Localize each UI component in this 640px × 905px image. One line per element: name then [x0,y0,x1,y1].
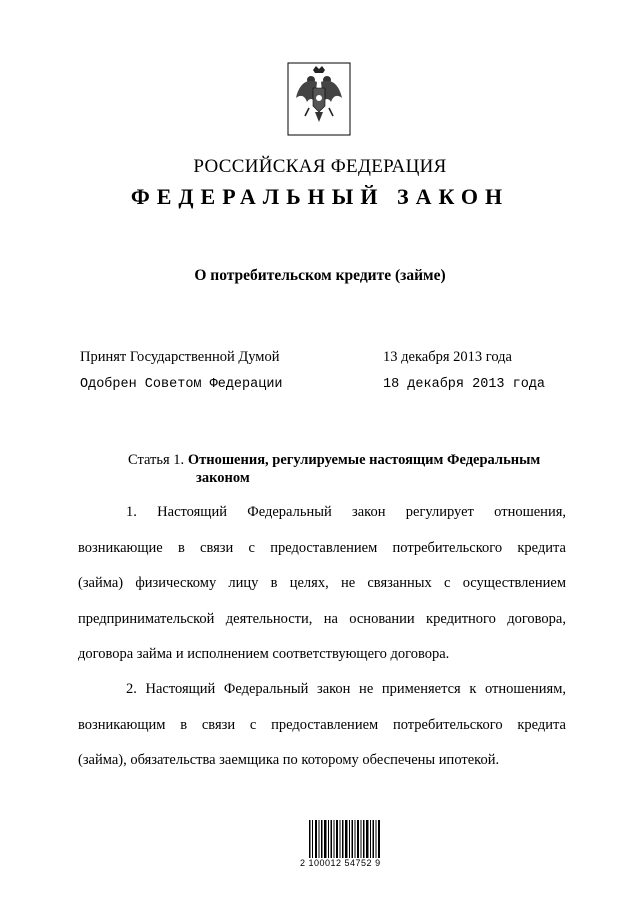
country-name: РОССИЙСКАЯ ФЕДЕРАЦИЯ [193,156,447,177]
paragraph-2-line: 2. Настоящий Федеральный закон не применяется к отношениям, [126,681,566,697]
paragraph-1 [78,495,566,673]
law-subject: О потребительском кредите (займе) [194,267,446,284]
article-heading-line2: законом [196,470,250,486]
article-heading [128,450,588,470]
coat-of-arms-emblem [287,62,351,136]
article-number: Статья 1. [128,452,185,468]
barcode-number: 2 100012 54752 9 [300,858,381,868]
paragraph-2-line: (займа), обязательства заемщика по которому обеспечены ипотекой. [78,752,500,768]
paragraph-1-line: (займа) физическому лицу в целях, не связанных с осуществлением [78,575,566,591]
paragraph-1-line: возникающие в связи с предоставлением потребительского кредита [78,539,566,556]
paragraph-2-line: возникающим в связи с предоставлением потребительского кредита [78,716,566,733]
paragraph-1-line: предпринимательской деятельности, на основании кредитного договора, [78,610,566,627]
barcode [309,820,381,858]
paragraph-1-line: 1. Настоящий Федеральный закон регулирует отношения, [126,504,566,520]
article-heading-line1: Отношения, регулируемые настоящим Федеральным [187,452,541,468]
duma-adoption-date: 13 декабря 2013 года [383,349,512,365]
paragraph-1-line: договора займа и исполнением соответствующего договора. [78,646,450,662]
council-approval-label: Одобрен Советом Федерации [80,377,283,392]
council-approval-date: 18 декабря 2013 года [383,377,546,392]
law-type-title: ФЕДЕРАЛЬНЫЙ ЗАКОН [130,184,510,209]
duma-adoption-label: Принят Государственной Думой [80,349,280,365]
paragraph-2 [78,672,566,779]
